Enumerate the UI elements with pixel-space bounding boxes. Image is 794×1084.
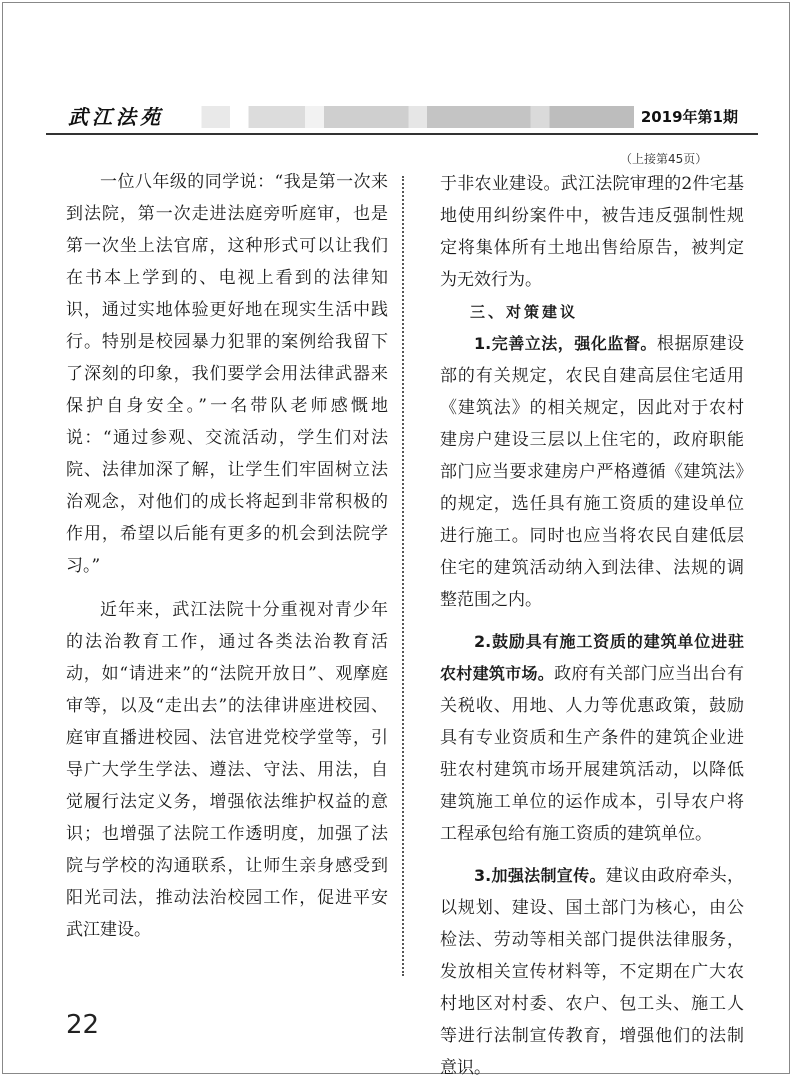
left-paragraph-2: 近年来，武江法院十分重视对青少年的法治教育工作，通过各类法治教育活动，如“请进来”的“法院开放日”、观摩庭审等，以及“走出去”的法律讲座进校园、庭审直播进校园、法官进党校学堂等，引导广大学生学法、遵法、守法、用法，自觉履行法定义务，增强依法维护权益的意识；也增强了法院工作透明度，加强了法院与学校的沟通联系，让师生亲身感受到阳光司法，推动法治校园工作，促进平安武江建设。 [66, 600, 388, 940]
item-1-title: 1.完善立法，强化监督。 [474, 334, 657, 353]
item-1-body: 根据原建设部的有关规定，农民自建高层住宅适用《建筑法》的相关规定，因此对于农村建房户建设三层以上住宅的，政府职能部门应当要求建房户严格遵循《建筑法》的规定，选任具有施工资质的建设单位进行施工。同时也应当将农民自建低层住宅的建筑活动纳入到法律、法规的调整范围之内。 [440, 334, 744, 610]
section-heading: 三、对策建议 [470, 303, 579, 321]
item-2-body: 政府有关部门应当出台有关税收、用地、人力等优惠政策，鼓励具有专业资质和生产条件的建筑企业进驻农村建筑市场开展建筑活动，以降低建筑施工单位的运作成本，引导农户将工程承包给有施工资质的建筑单位。 [440, 664, 744, 844]
item-3-body: 建议由政府牵头，以规划、建设、国土部门为核心，由公检法、劳动等相关部门提供法律服务，发放相关宣传材料等，不定期在广大农村地区对村委、农户、包工头、施工人等进行法制宣传教育，增强他们的法制意识。 [440, 866, 744, 1078]
header-rule [46, 133, 758, 135]
left-paragraph-1: 一位八年级的同学说：“我是第一次来到法院，第一次走进法庭旁听庭审，也是第一次坐上法官席，这种形式可以让我们在书本上学到的、电视上看到的法律知识，通过实地体验更好地在现实生活中践行。特别是校园暴力犯罪的案例给我留下了深刻的印象，我们要学会用法律武器来保护自身安全。”一名带队老师感慨地说：“通过参观、交流活动，学生们对法院、法律加深了解，让学生们牢固树立法治观念，对他们的成长将起到非常积极的作用，希望以后能有更多的机会到法院学习。” [66, 172, 388, 576]
page-header [46, 104, 758, 130]
issue-label: 2019年第1期 [640, 108, 738, 126]
right-column [440, 168, 744, 1084]
right-paragraph-continued: 于非农业建设。武江法院审理的2件宅基地使用纠纷案件中，被告违反强制性规定将集体所有土地出售给原告，被判定为无效行为。 [440, 174, 744, 290]
journal-title: 武江法苑 [68, 105, 164, 129]
column-divider [402, 176, 404, 976]
item-3-title: 3.加强法制宣传。 [474, 866, 606, 885]
left-column [66, 166, 388, 946]
item-1 [440, 328, 744, 616]
continued-note: （上接第45页） [620, 152, 708, 166]
page-number: 22 [66, 1010, 100, 1040]
item-2-title: 2.鼓励具有施工资质的建筑单位进驻农村建筑市场。 [440, 632, 744, 683]
header-gradient-band [164, 106, 634, 128]
item-3 [440, 860, 744, 1084]
item-2 [440, 626, 744, 850]
